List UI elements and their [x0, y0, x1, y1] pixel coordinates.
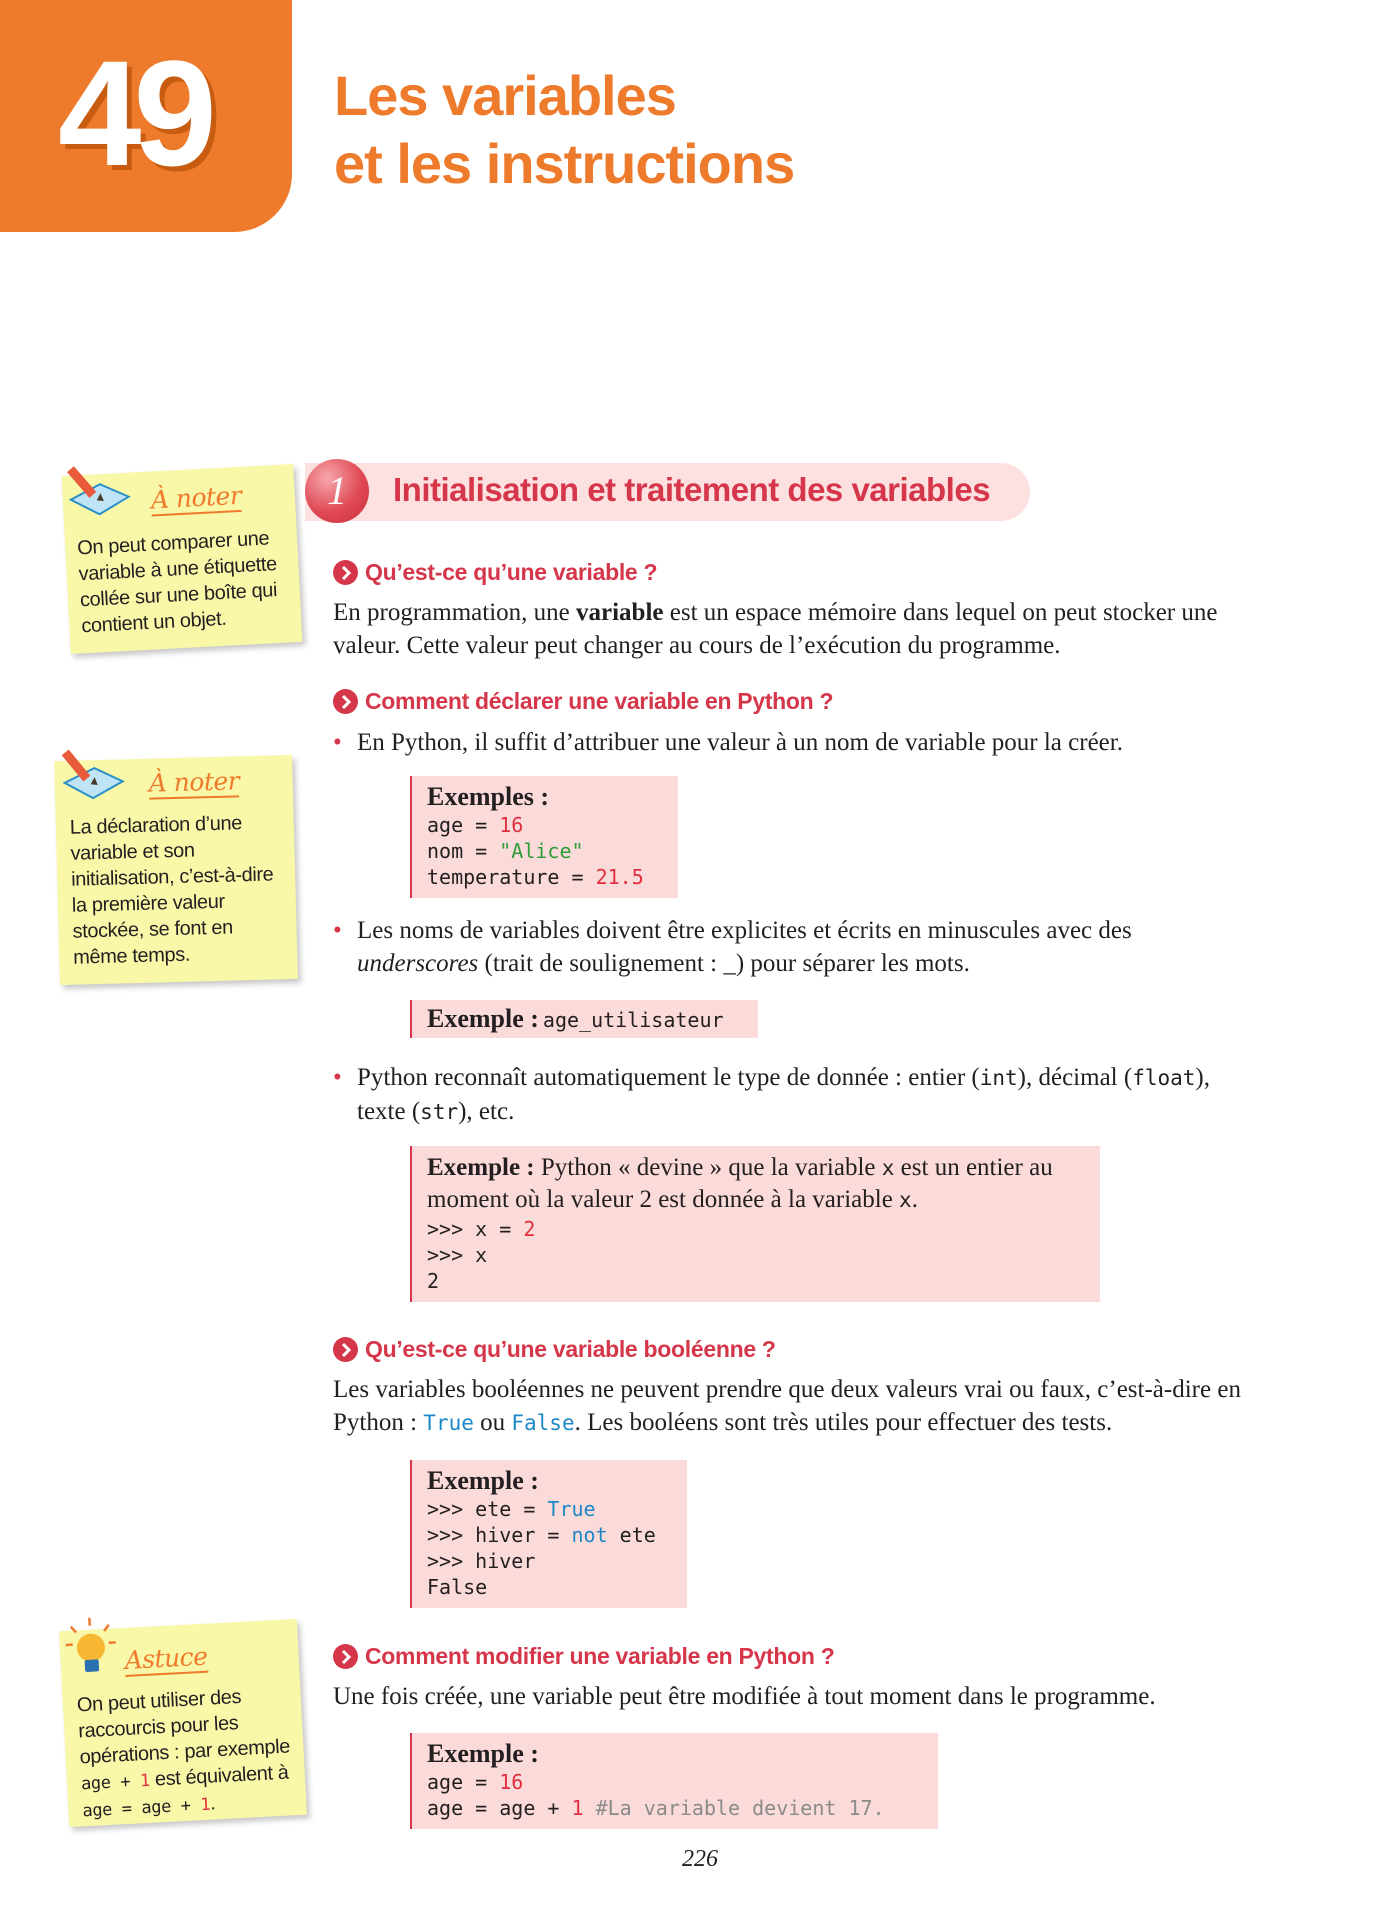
- code-line: age = 16: [427, 813, 524, 837]
- chapter-title-line1: Les variables: [334, 64, 676, 127]
- paragraph-modify: Une fois créée, une variable peut être modifiée à tout moment dans le programme.: [333, 1683, 1156, 1710]
- code-line: age = age + 1 #La variable devient 17.: [427, 1796, 885, 1820]
- note-label: À noter: [150, 480, 242, 515]
- note-astuce: [59, 1619, 307, 1827]
- page-number: 226: [682, 1846, 718, 1872]
- example-box-naming: [410, 1000, 758, 1038]
- code-line: >>> hiver: [427, 1549, 536, 1573]
- pencil-note-icon: [65, 458, 138, 524]
- example-box-declaration: [410, 776, 678, 898]
- note-label: Astuce: [123, 1641, 209, 1675]
- example-text: Exemple : Python « devine » que la variable x est un entier au moment où la valeur 2 est donnée à la variable x.: [427, 1154, 1053, 1213]
- example-box-boolean: [410, 1460, 687, 1608]
- example-title: Exemple :: [427, 1466, 539, 1495]
- code-line: False: [427, 1575, 488, 1599]
- example-title: Exemple :: [427, 1739, 539, 1768]
- code-line: age = 16: [427, 1770, 524, 1794]
- pencil-note-icon: [60, 743, 132, 807]
- note-text: La déclaration d’une variable et son initialisation, c’est-à-dire la première valeur stockée, se font en même temps.: [69, 812, 274, 969]
- chapter-title-line2: et les instructions: [334, 132, 795, 195]
- note-text: On peut utiliser des raccourcis pour les opérations : par exemple age + 1 est équivalent à age = age + 1.: [76, 1685, 291, 1822]
- chapter-number: 49: [58, 29, 209, 197]
- code-line: temperature = 21.5: [427, 865, 644, 889]
- chevron-right-icon: [333, 1644, 358, 1669]
- subheading-declare-variable: Comment déclarer une variable en Python ?: [333, 688, 833, 715]
- bullet-naming-rules: • Les noms de variables doivent être explicites et écrits en minuscules avec des underscores (trait de soulignement : _) pour séparer les mots.: [333, 914, 1253, 980]
- note-text: On peut comparer une variable à une étiquette collée sur une boîte qui contient un objet.: [76, 527, 278, 638]
- example-title: Exemples :: [427, 782, 550, 811]
- code-line: >>> hiver = not ete: [427, 1523, 656, 1547]
- lightbulb-icon: [62, 1614, 119, 1683]
- code-line: 2: [427, 1269, 440, 1293]
- subheading-modify-variable: Comment modifier une variable en Python ?: [333, 1643, 835, 1670]
- paragraph-boolean: Les variables booléennes ne peuvent prendre que deux valeurs vrai ou faux, c’est-à-dire en Python : True ou False. Les booléens sont très utiles pour effectuer des tests.: [333, 1376, 1241, 1436]
- section-title: Initialisation et traitement des variables: [393, 471, 991, 508]
- bullet-type-detection: • Python reconnaît automatiquement le type de donnée : entier (int), décimal (float), texte (str), etc.: [333, 1061, 1253, 1129]
- example-title: Exemple :: [427, 1004, 539, 1033]
- subheading-boolean: Qu’est-ce qu’une variable booléenne ?: [333, 1336, 776, 1363]
- section-number-badge: 1: [305, 459, 369, 523]
- chevron-right-icon: [333, 1337, 358, 1362]
- code-line: >>> x: [427, 1243, 488, 1267]
- bullet-dot: •: [333, 917, 342, 944]
- bullet-dot: •: [333, 729, 342, 756]
- code-line: >>> x = 2: [427, 1217, 536, 1241]
- example-box-modify: [410, 1733, 938, 1829]
- code-line: >>> ete = True: [427, 1497, 596, 1521]
- paragraph-variable-definition: En programmation, une variable est un espace mémoire dans lequel on peut stocker une valeur. Cette valeur peut changer au cours de l’exécution du programme.: [333, 599, 1218, 659]
- chevron-right-icon: [333, 560, 358, 585]
- example-box-type: [410, 1146, 1100, 1302]
- chapter-title: [334, 62, 794, 198]
- note-label: À noter: [148, 766, 240, 798]
- bullet-assign-value: • En Python, il suffit d’attribuer une valeur à un nom de variable pour la créer.: [333, 726, 1253, 759]
- subheading-what-is-variable: Qu’est-ce qu’une variable ?: [333, 559, 657, 586]
- note-a-noter-1: [62, 464, 303, 654]
- bullet-dot: •: [333, 1064, 342, 1091]
- code-line: nom = "Alice": [427, 839, 584, 863]
- note-a-noter-2: [54, 755, 298, 985]
- code-inline: age_utilisateur: [542, 1008, 724, 1032]
- chevron-right-icon: [333, 689, 358, 714]
